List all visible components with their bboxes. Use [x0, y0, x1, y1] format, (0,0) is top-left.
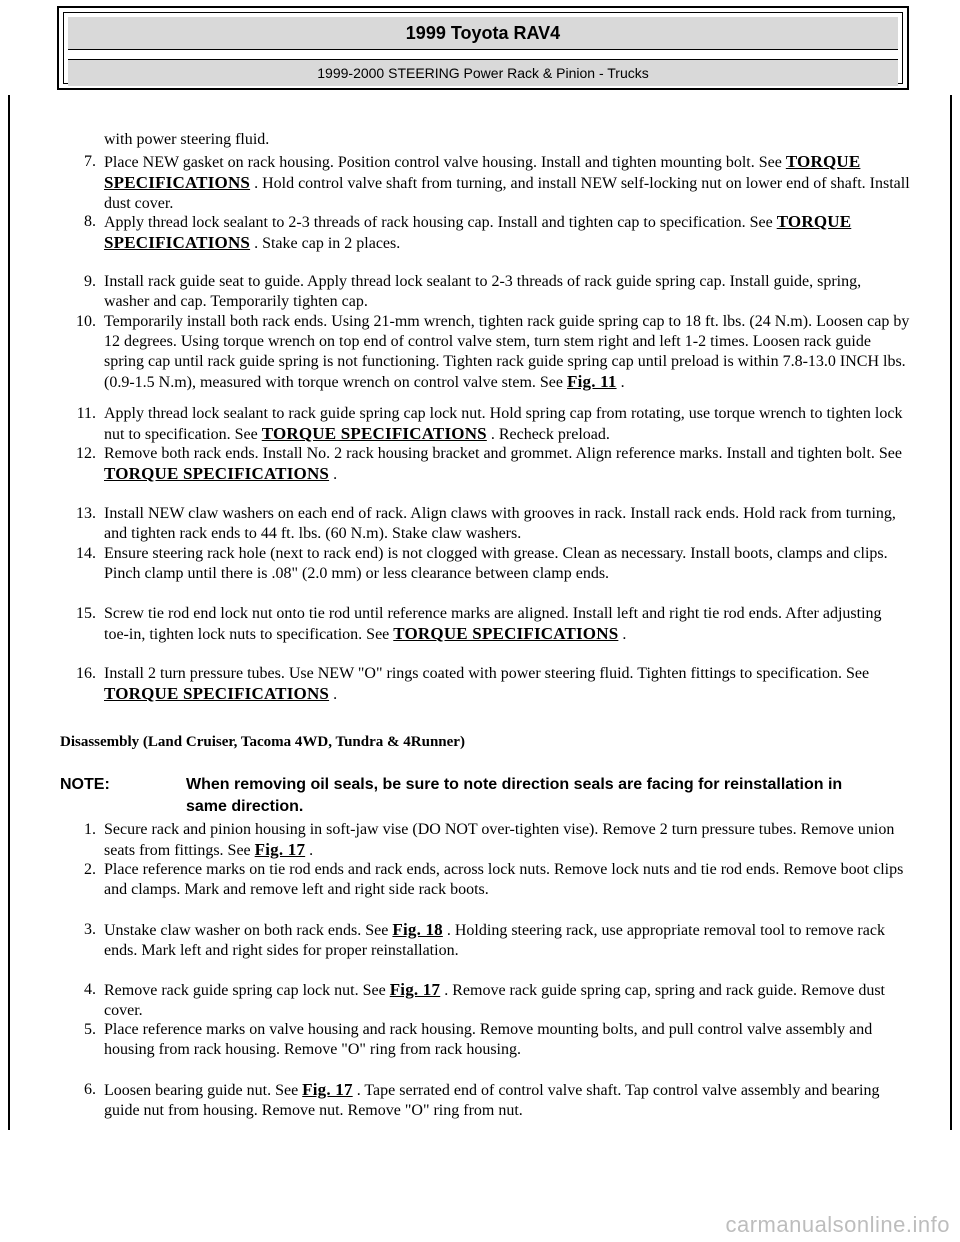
cross-reference-link[interactable]: Fig. 11 [566, 372, 617, 391]
document-subtitle: 1999-2000 STEERING Power Rack & Pinion - Trucks [68, 59, 898, 86]
step-number: 10. [76, 313, 96, 330]
header-frame [63, 12, 903, 84]
step-number: 15. [76, 605, 96, 622]
cross-reference-link[interactable]: Fig. 17 [254, 840, 306, 859]
step-text [104, 1080, 910, 1121]
step-number: 11. [76, 405, 96, 422]
step-text-segment: Ensure steering rack hole (next to rack end) is not clogged with grease. Clean as necessary. Install boots, clamps and clips. Pinch clamp until there is .08" (2.0 mm) or less clearance between clamp ends. [104, 545, 888, 582]
cross-reference-link[interactable]: TORQUE SPECIFICATIONS [104, 152, 861, 192]
step-text-segment: Temporarily install both rack ends. Using 21-mm wrench, tighten rack guide spring cap to 18 ft. lbs. (24 N.m). Loosen cap by 12 degrees. Using torque wrench on top end of control valve stem, turn stem right and left 1-2 times. Loosen rack guide spring cap until rack guide spring is not functioning. Tighten rack guide spring cap until preload is within 7.8-13.0 INCH lbs. (0.9-1.5 N.m), measured with torque wrench on control valve stem. See [104, 313, 910, 391]
step-text [104, 272, 910, 312]
step-number: 16. [76, 665, 96, 682]
step-text [104, 604, 910, 645]
step-text [104, 404, 910, 445]
step-text-segment: . [618, 626, 627, 643]
step-number: 8. [84, 213, 96, 230]
step-text-segment: . [329, 686, 338, 703]
continuation-text: with power steering fluid. [104, 131, 270, 148]
step-text [104, 212, 910, 254]
step-text-segment: Place reference marks on tie rod ends and rack ends, across lock nuts. Remove lock nuts and tie rod ends. Remove boot clips and clamps. Mark and remove left and right side rack boots. [104, 861, 904, 898]
step-text-segment: . Recheck preload. [486, 426, 610, 443]
cross-reference-link[interactable]: TORQUE SPECIFICATIONS [104, 684, 330, 703]
step-text [104, 920, 910, 961]
step-number: 6. [84, 1081, 96, 1098]
step-text-segment: Place reference marks on valve housing and rack housing. Remove mounting bolts, and pull control valve assembly and housing from rack housing. Remove "O" ring from rack housing. [104, 1021, 873, 1058]
step-text [104, 860, 910, 900]
step-text [104, 1020, 910, 1060]
step-text [104, 312, 910, 393]
step-number: 7. [84, 153, 96, 170]
step-text-segment: Place NEW gasket on rack housing. Position control valve housing. Install and tighten mounting bolt. See [104, 154, 786, 171]
page-border-left [8, 95, 10, 1130]
watermark: carmanualsonline.info [725, 1212, 950, 1237]
step-text-segment: Remove rack guide spring cap lock nut. See [104, 982, 390, 999]
step-text [104, 504, 910, 544]
step-text [104, 820, 910, 861]
step-text-segment: . [305, 842, 314, 859]
step-text [104, 444, 910, 485]
note-label: NOTE: [60, 776, 110, 793]
section-heading: Disassembly (Land Cruiser, Tacoma 4WD, Tundra & 4Runner) [60, 734, 465, 750]
step-number: 13. [76, 505, 96, 522]
step-text-segment: . Remove rack guide spring cap, spring and rack guide. Remove dust cover. [104, 982, 885, 1019]
step-text [104, 980, 910, 1021]
step-text-segment: Unstake claw washer on both rack ends. See [104, 922, 393, 939]
step-text-segment: Secure rack and pinion housing in soft-jaw vise (DO NOT over-tighten vise). Remove 2 turn pressure tubes. Remove union seats from fittings. See [104, 821, 895, 859]
step-text-segment: . Holding steering rack, use appropriate removal tool to remove rack ends. Mark left and right sides for proper reinstallation. [104, 922, 885, 959]
cross-reference-link[interactable]: TORQUE SPECIFICATIONS [261, 424, 487, 443]
step-text-segment: . Stake cap in 2 places. [250, 235, 401, 252]
step-text-segment: Install rack guide seat to guide. Apply thread lock sealant to 2-3 threads of rack guide spring cap. Install guide, spring, washer and cap. Temporarily tighten cap. [104, 273, 862, 310]
step-text-segment: . [329, 466, 338, 483]
page-header [57, 6, 909, 90]
step-text-segment: Install NEW claw washers on each end of rack. Align claws with grooves in rack. Install rack ends. Hold rack from turning, and tighten rack ends to 44 ft. lbs. (60 N.m). Stake claw washers. [104, 505, 896, 542]
step-text-segment: Apply thread lock sealant to rack guide spring cap lock nut. Hold spring cap from rotating, use torque wrench to tighten lock nut to specification. See [104, 405, 903, 443]
step-text-segment: Remove both rack ends. Install No. 2 rack housing bracket and grommet. Align reference marks. Install and tighten bolt. See [104, 445, 902, 462]
step-number: 5. [84, 1021, 96, 1038]
step-number: 2. [84, 861, 96, 878]
step-text-segment: . Tape serrated end of control valve shaft. Tap control valve assembly and bearing guide nut from housing. Remove nut. Remove "O" ring from nut. [104, 1082, 880, 1119]
step-text-segment: Screw tie rod end lock nut onto tie rod until reference marks are aligned. Install left and right tie rod ends. After adjusting toe-in, tighten lock nuts to specification. See [104, 605, 882, 643]
cross-reference-link[interactable]: TORQUE SPECIFICATIONS [104, 212, 852, 252]
note-text: When removing oil seals, be sure to note direction seals are facing for reinstallation in same direction. [186, 776, 843, 815]
cross-reference-link[interactable]: TORQUE SPECIFICATIONS [104, 464, 330, 483]
step-text-segment: Loosen bearing guide nut. See [104, 1082, 303, 1099]
step-text [104, 544, 910, 584]
step-text [104, 664, 910, 705]
cross-reference-link[interactable]: Fig. 17 [389, 980, 441, 999]
cross-reference-link[interactable]: Fig. 17 [302, 1080, 353, 1099]
document-title: 1999 Toyota RAV4 [68, 17, 898, 50]
cross-reference-link[interactable]: Fig. 18 [392, 920, 443, 939]
step-number: 9. [84, 273, 96, 290]
step-text [104, 152, 910, 214]
step-text-segment: Apply thread lock sealant to 2-3 threads of rack housing cap. Install and tighten cap to specification. See [104, 214, 777, 231]
step-text-segment: Install 2 turn pressure tubes. Use NEW "O" rings coated with power steering fluid. Tighten fittings to specification. See [104, 665, 870, 682]
step-text-segment: . Hold control valve shaft from turning, and install NEW self-locking nut on lower end of shaft. Install dust cover. [104, 175, 910, 212]
page-border-right [950, 95, 952, 1130]
cross-reference-link[interactable]: TORQUE SPECIFICATIONS [393, 624, 619, 643]
step-text-segment: . [616, 374, 625, 391]
step-number: 4. [84, 981, 96, 998]
step-number: 14. [76, 545, 96, 562]
step-number: 3. [84, 921, 96, 938]
step-number: 1. [84, 821, 96, 838]
step-number: 12. [76, 445, 96, 462]
